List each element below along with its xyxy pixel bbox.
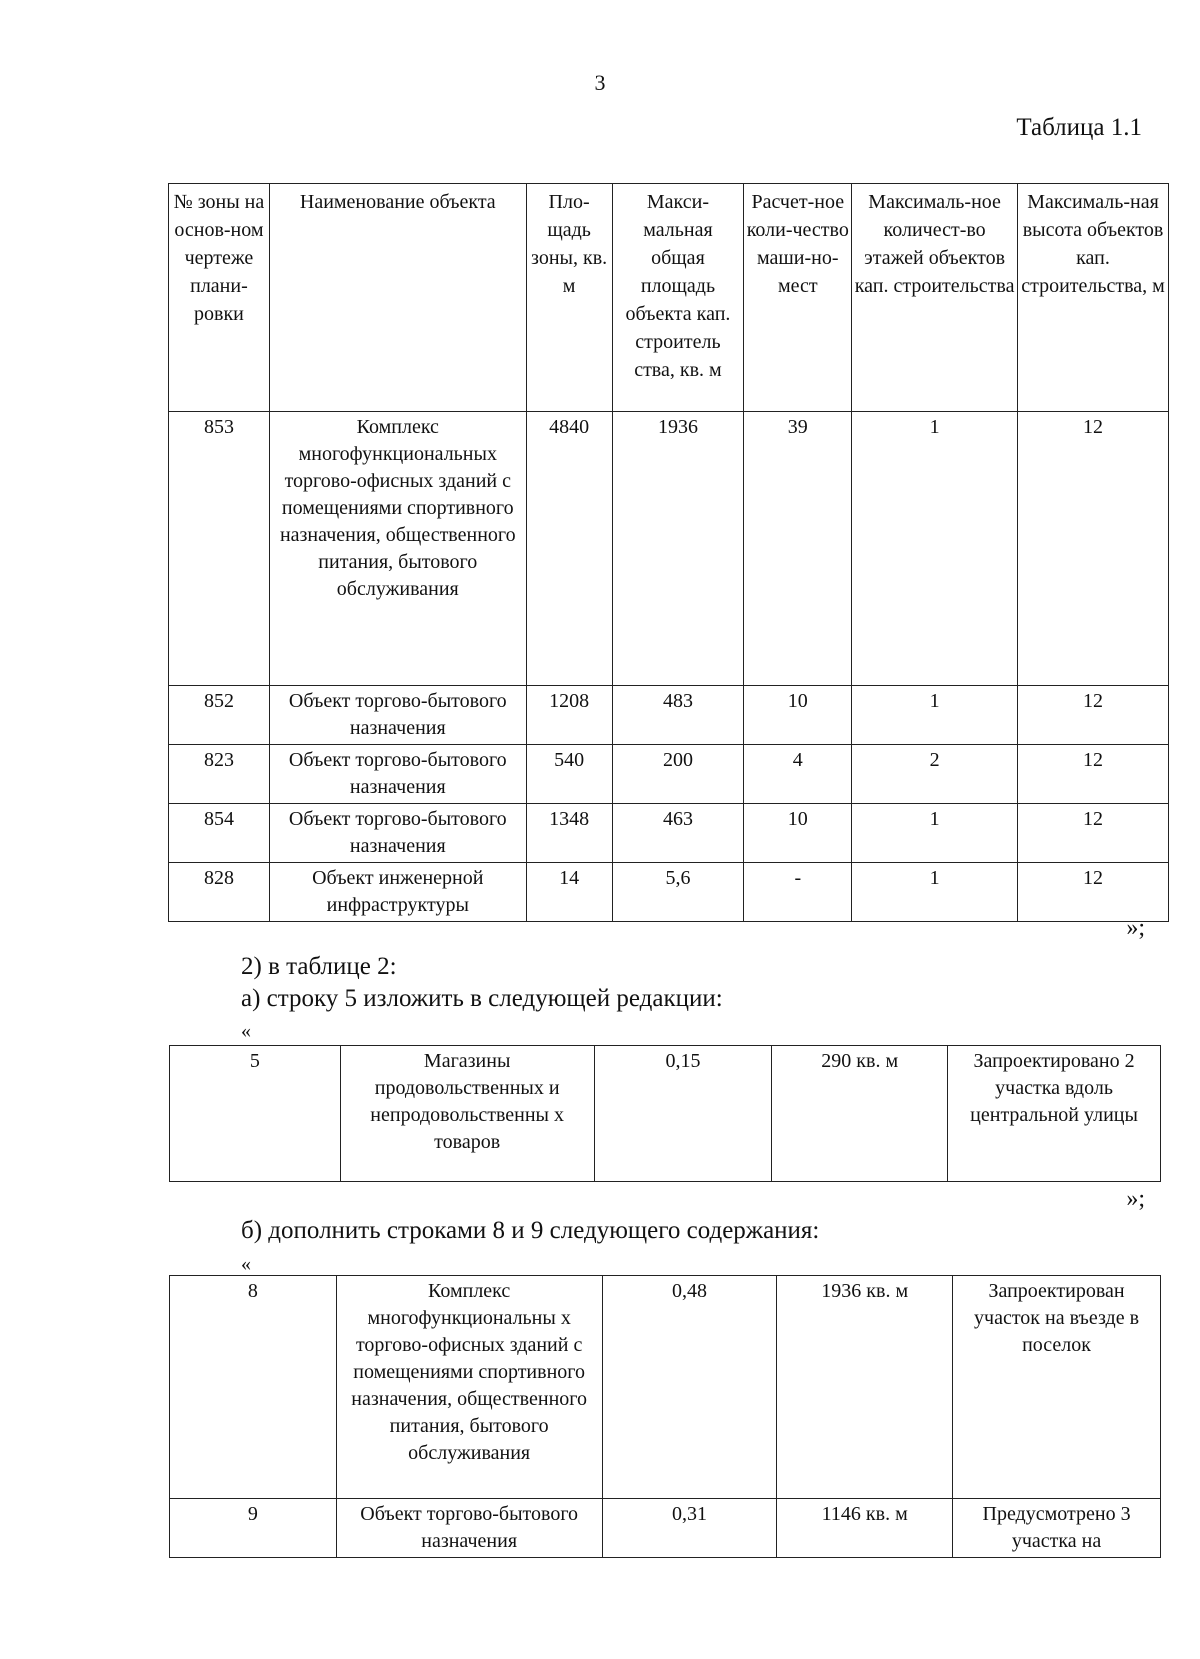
table-cell: 12: [1018, 745, 1169, 804]
table-cell: 852: [169, 686, 270, 745]
table-cell: 12: [1018, 863, 1169, 922]
table-cell: 9: [170, 1499, 337, 1558]
table-cell: 1936: [612, 412, 744, 686]
table-cell: 1936 кв. м: [777, 1276, 953, 1499]
table-cell: Комплекс многофункциональны х торгово-офисных зданий с помещениями спортивного назначения, общественного питания, бытового обслуживания: [336, 1276, 602, 1499]
opening-quote: «: [241, 1020, 251, 1042]
table-cell: 0,31: [602, 1499, 777, 1558]
table-cell: 823: [169, 745, 270, 804]
header-cell: № зоны на основ-ном чертеже плани-ровки: [169, 184, 270, 412]
table-cell: Комплекс многофункциональных торгово-офисных зданий с помещениями спортивного назначения, общественного питания, бытового обслуживания: [269, 412, 526, 686]
table-cell: Магазины продовольственных и непродовольственны х товаров: [340, 1046, 594, 1182]
header-cell: Пло-щадь зоны, кв. м: [526, 184, 612, 412]
table-cell: 14: [526, 863, 612, 922]
table-cell: Запроектировано 2 участка вдоль центральной улицы: [948, 1046, 1161, 1182]
table-cell: 1348: [526, 804, 612, 863]
table-cell: Объект инженерной инфраструктуры: [269, 863, 526, 922]
table-cell: 290 кв. м: [772, 1046, 948, 1182]
table-cell: 1208: [526, 686, 612, 745]
table-cell: 0,48: [602, 1276, 777, 1499]
table-cell: Предусмотрено 3 участка на: [953, 1499, 1161, 1558]
table-row: [170, 1046, 1161, 1182]
table-cell: 5: [170, 1046, 341, 1182]
table-cell: 8: [170, 1276, 337, 1499]
table-cell: 39: [744, 412, 852, 686]
table-cell: 4: [744, 745, 852, 804]
table-cell: 12: [1018, 686, 1169, 745]
table-cell: 12: [1018, 804, 1169, 863]
table2-rows8-9: [169, 1275, 1161, 1558]
closing-quote: »;: [1126, 915, 1145, 941]
header-cell: Макси-мальная общая площадь объекта кап. строитель ства, кв. м: [612, 184, 744, 412]
table-row: [169, 804, 1169, 863]
table-cell: 1: [852, 804, 1018, 863]
paragraph-row5: а) строку 5 изложить в следующей редакции:: [241, 985, 723, 1012]
table-cell: Объект торгово-бытового назначения: [336, 1499, 602, 1558]
table-cell: 828: [169, 863, 270, 922]
table-cell: 5,6: [612, 863, 744, 922]
paragraph-table2: 2) в таблице 2:: [241, 953, 397, 980]
opening-quote: «: [241, 1253, 251, 1275]
table-cell: 2: [852, 745, 1018, 804]
closing-quote: »;: [1126, 1186, 1145, 1212]
table-cell: 10: [744, 804, 852, 863]
table-cell: 0,15: [594, 1046, 772, 1182]
header-cell: Максималь-ная высота объектов кап. строительства, м: [1018, 184, 1169, 412]
table2-row5: [169, 1045, 1161, 1182]
table-cell: 4840: [526, 412, 612, 686]
paragraph-rows89: б) дополнить строками 8 и 9 следующего содержания:: [241, 1217, 820, 1244]
table-cell: 12: [1018, 412, 1169, 686]
page-number: 3: [594, 70, 606, 95]
table-cell: 540: [526, 745, 612, 804]
table-header-row: [169, 184, 1169, 412]
table-cell: Объект торгово-бытового назначения: [269, 804, 526, 863]
table-cell: Объект торгово-бытового назначения: [269, 745, 526, 804]
table-row: [169, 412, 1169, 686]
table-title: Таблица 1.1: [1016, 114, 1142, 141]
table-cell: 200: [612, 745, 744, 804]
table-cell: 463: [612, 804, 744, 863]
table-cell: -: [744, 863, 852, 922]
table-cell: 1: [852, 412, 1018, 686]
table-cell: 483: [612, 686, 744, 745]
table-row: [170, 1276, 1161, 1499]
table-cell: Объект торгово-бытового назначения: [269, 686, 526, 745]
table-row: [169, 745, 1169, 804]
table-cell: 1: [852, 863, 1018, 922]
header-cell: Расчет-ное коли-чество маши-но-мест: [744, 184, 852, 412]
zones-table: [168, 183, 1169, 922]
table-cell: 1: [852, 686, 1018, 745]
table-row: [170, 1499, 1161, 1558]
table-cell: 854: [169, 804, 270, 863]
table-cell: 1146 кв. м: [777, 1499, 953, 1558]
header-cell: Наименование объекта: [269, 184, 526, 412]
table-row: [169, 863, 1169, 922]
table-cell: Запроектирован участок на въезде в поселок: [953, 1276, 1161, 1499]
table-row: [169, 686, 1169, 745]
header-cell: Максималь-ное количест-во этажей объектов кап. строительства: [852, 184, 1018, 412]
table-cell: 10: [744, 686, 852, 745]
table-cell: 853: [169, 412, 270, 686]
